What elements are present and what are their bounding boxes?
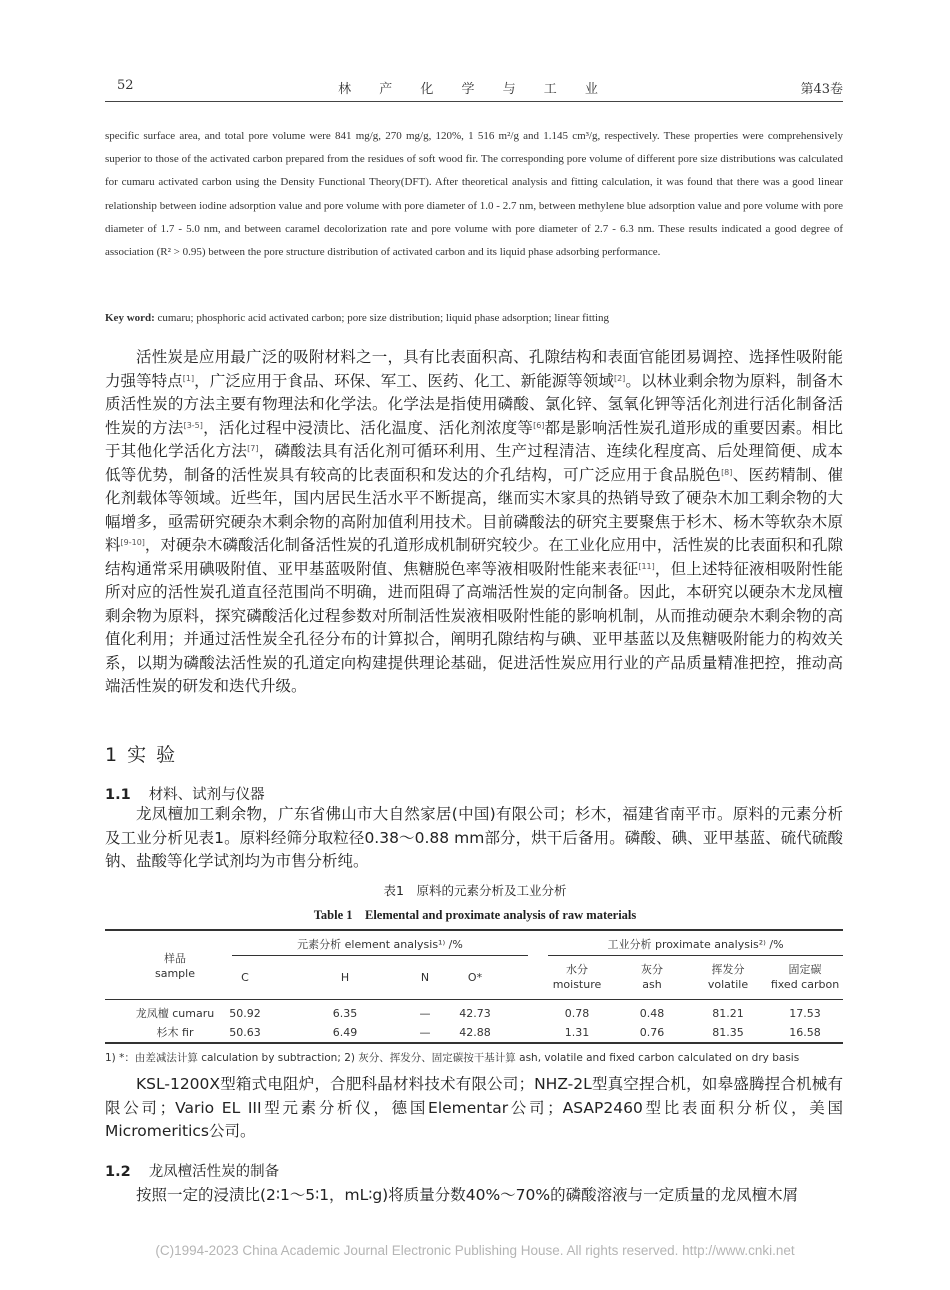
- group-rule: [548, 955, 843, 956]
- group-rule: [232, 955, 528, 956]
- subsection-heading: 1.1 材料、试剂与仪器: [105, 787, 265, 803]
- table-top-rule: [105, 929, 843, 931]
- keywords: [105, 312, 843, 324]
- th-moisture: 水分 moisture: [552, 963, 602, 991]
- running-header: [105, 78, 843, 98]
- citation[interactable]: [1]: [182, 373, 195, 383]
- th-n: N: [420, 971, 430, 984]
- cnki-watermark: (C)1994-2023 China Academic Journal Electronic Publishing House. All rights reserved. http://www.cnki.net: [155, 1243, 795, 1258]
- equipment-paragraph: KSL-1200X型箱式电阻炉，合肥科晶材料技术有限公司；NHZ-2L型真空捏合机，如皋盛腾捏合机械有限公司；Vario EL III型元素分析仪，德国Elementar公司；ASAP2460型比表面积分析仪，美国Micromeritics公司。: [105, 1075, 843, 1140]
- th-ash: 灰分 ash: [641, 963, 663, 991]
- th-element-group: 元素分析 element analysis¹⁾ /%: [297, 938, 463, 951]
- citation[interactable]: [9-10]: [120, 538, 145, 547]
- header-rule: [105, 101, 843, 102]
- table-caption-en: Table 1 Elemental and proximate analysis of raw materials: [313, 908, 637, 922]
- intro-paragraph: 活性炭是应用最广泛的吸附材料之一，具有比表面积高、孔隙结构和表面官能团易调控、选择性吸附能力强等特点[1]，广泛应用于食品、环保、军工、医药、化工、新能源等领域[2]。以林业剩余物为原料，制备木质活性炭的方法主要有物理法和化学法。化学法是指使用磷酸、氯化锌、氢氧化钾等活化剂进行活化制备活性炭的方法[3-5]，活化过程中浸渍比、活化温度、活化剂浓度等[6]都是影响活性炭孔道形成的重要因素。相比于其他化学活化方法[7]，磷酸法具有活化剂可循环利用、生产过程清洁、连续化程度高、后处理简便、成本低等优势，制备的活性炭具有较高的比表面积和发达的介孔结构，可广泛应用于食品脱色[8]、医药精制、催化剂载体等领域。近些年，国内居民生活水平不断提高，继而实木家具的热销导致了硬杂木加工剩余物的大幅增多，亟需研究硬杂木剩余物的高附加值利用技术。目前磷酸法的研究主要聚焦于杉木、杨木等软杂木原料[9-10]，对硬杂木磷酸活化制备活性炭的孔道形成机制研究较少。在工业化应用中，活性炭的比表面积和孔隙结构通常采用碘吸附值、亚甲基蓝吸附值、焦糖脱色率等液相吸附性能来表征[11]，但上述特征液相吸附性能所对应的活性炭孔道直径范围尚不明确，进而阻碍了高端活性炭的定向制备。因此，本研究以硬杂木龙凤檀剩余物为原料，探究磷酸活化过程参数对所制活性炭液相吸附性能的影响机制，从而推动硬杂木剩余物的高值化利用；并通过活性炭全孔径分布的计算拟合，阐明孔隙结构与碘、亚甲基蓝以及焦糖吸附能力的构效关系，以期为磷酸法活性炭的孔道定向构建提供理论基础，促进活性炭应用行业的产品质量精准把控，推动高端活性炭的研发和迭代升级。: [105, 348, 843, 695]
- table-caption-cn: 表1 原料的元素分析及工业分析: [383, 883, 567, 898]
- citation[interactable]: [2]: [613, 373, 626, 383]
- th-fixed-carbon: 固定碳 fixed carbon: [770, 963, 840, 991]
- section-heading: 1 实 验: [105, 744, 178, 766]
- preparation-paragraph: 按照一定的浸渍比(2∶1～5∶1，mL∶g)将质量分数40%～70%的磷酸溶液与一定质量的龙凤檀木屑: [136, 1186, 799, 1204]
- subsection-heading: 1.2 龙凤檀活性炭的制备: [105, 1164, 280, 1180]
- citation[interactable]: [8]: [721, 467, 733, 477]
- th-proximate-group: 工业分析 proximate analysis²⁾ /%: [607, 938, 784, 951]
- journal-title: 林 产 化 学 与 工 业: [338, 82, 610, 97]
- table-bottom-rule: [105, 1042, 843, 1044]
- volume-label: 第43卷: [800, 82, 843, 97]
- materials-paragraph: 龙凤檀加工剩余物，广东省佛山市大自然家居(中国)有限公司；杉木，福建省南平市。原料的元素分析及工业分析见表1。原料经筛分取粒径0.38～0.88 mm部分，烘干后备用。磷酸、碘、亚甲基蓝、硫代硫酸钠、盐酸等化学试剂均为市售分析纯。: [105, 805, 843, 870]
- citation[interactable]: [6]: [533, 420, 545, 430]
- th-volatile: 挥发分 volatile: [707, 963, 749, 991]
- header-bottom-rule: [105, 999, 843, 1000]
- citation[interactable]: [3-5]: [183, 420, 203, 430]
- table-footnote: 1) *：由差减法计算 calculation by subtraction; 2) 灰分、挥发分、固定碳按干基计算 ash, volatile and fixed carbon calculated on dry basis: [105, 1052, 800, 1064]
- th-c: C: [241, 971, 249, 984]
- citation[interactable]: [7]: [247, 444, 259, 453]
- keywords-label: Key word:: [105, 312, 155, 324]
- page-number: 52: [117, 78, 134, 93]
- keywords-text: cumaru; phosphoric acid activated carbon; pore size distribution; liquid phase adsorption; linear fitting: [154, 312, 610, 324]
- th-h: H: [340, 971, 350, 984]
- citation[interactable]: [11]: [638, 561, 655, 571]
- th-o: O*: [467, 971, 483, 984]
- abstract-continuation: specific surface area, and total pore volume were 841 mg/g, 270 mg/g, 120%, 1 516 m²/g and 1.145 cm³/g, respectively. These properties were comprehensively superior to those of the activated carbon prepared from the residues of soft wood fir. The corresponding pore volume of different pore size distributions was calculated for cumaru activated carbon using the Density Functional Theory(DFT). After theoretical analysis and fitting calculation, it was found that there was a good linear relationship between iodine adsorption value and pore volume with pore diameter of 1.0 - 2.7 nm, between methylene blue adsorption value and pore volume with pore diameter of 1.7 - 5.0 nm, and between caramel decolorization rate and pore volume with pore diameter of 2.7 - 6.3 nm. These results indicated a good degree of association (R² > 0.95) between the pore structure distribution of activated carbon and its liquid phase adsorbing performance.: [105, 130, 843, 259]
- th-sample: 样品 sample: [155, 952, 195, 980]
